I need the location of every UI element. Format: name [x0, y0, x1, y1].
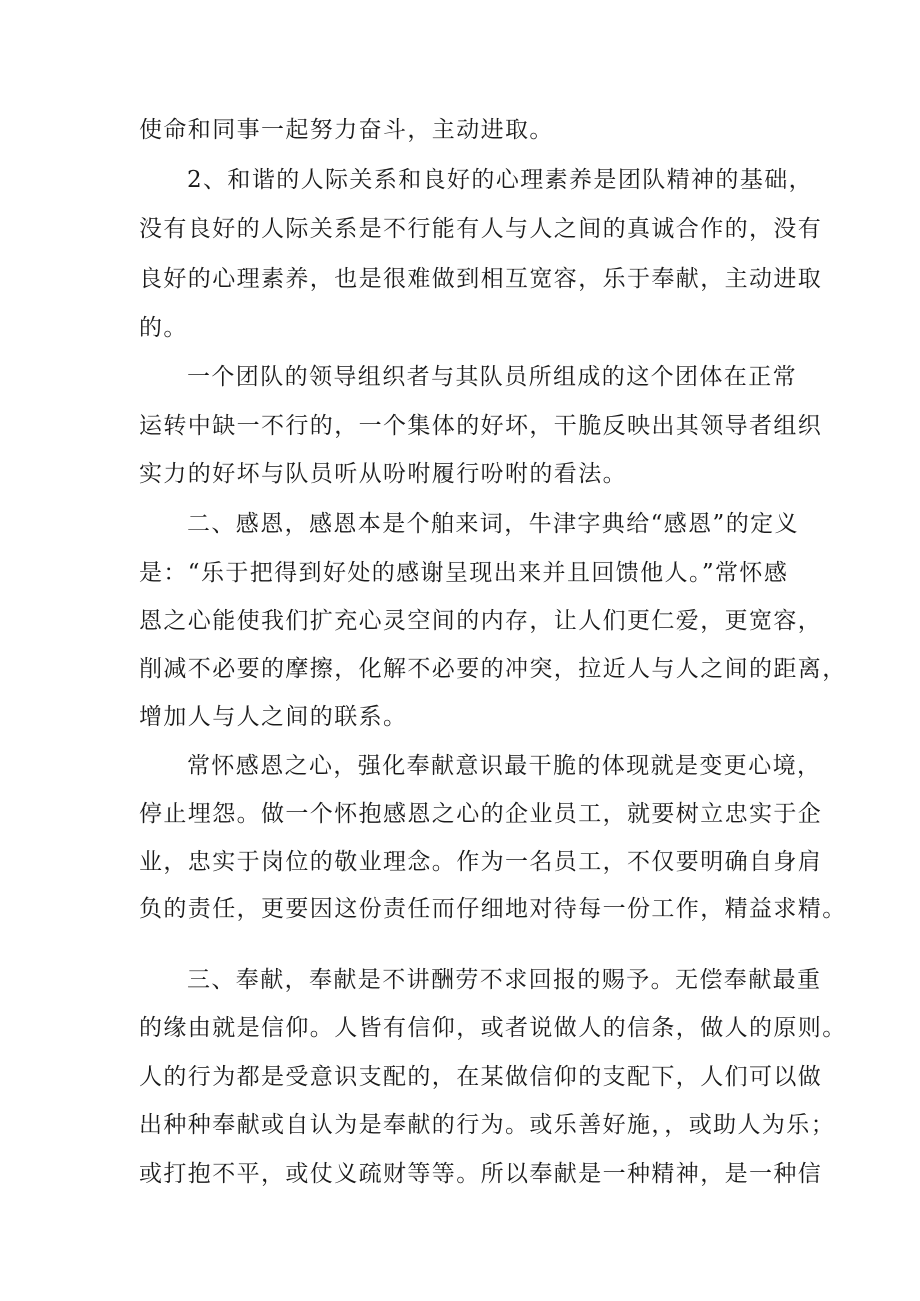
text-line: 的。	[139, 315, 188, 341]
text-line: 2、和谐的人际关系和良好的心理素养是团队精神的基础，	[187, 167, 814, 193]
text-line: 或打抱不平，或仗义疏财等等。所以奉献是一种精神，是一种信	[139, 1161, 823, 1187]
text-line: 增加人与人之间的联系。	[139, 704, 408, 730]
text-line: 的缘由就是信仰。人皆有信仰，或者说做人的信条，做人的原则。	[139, 1015, 847, 1041]
text-line: 恩之心能使我们扩充心灵空间的内存，让人们更仁爱，更宽容，	[139, 608, 823, 634]
text-line: 常怀感恩之心，强化奉献意识最干脆的体现就是变更心境，	[187, 753, 822, 779]
text-line: 削减不必要的摩擦，化解不必要的冲突，拉近人与人之间的距离，	[139, 656, 847, 682]
text-line: 人的行为都是受意识支配的，在某做信仰的支配下，人们可以做	[139, 1064, 823, 1090]
text-line: 三、奉献，奉献是不讲酬劳不求回报的赐予。无偿奉献最重	[187, 967, 822, 993]
text-line: 使命和同事一起努力奋斗，主动进取。	[139, 117, 554, 143]
text-line: 没有良好的人际关系是不行能有人与人之间的真诚合作的，没有	[139, 216, 823, 242]
text-line: 停止埋怨。做一个怀抱感恩之心的企业员工，就要树立忠实于企	[139, 801, 823, 827]
text-line: 实力的好坏与队员听从吩咐履行吩咐的看法。	[139, 461, 627, 487]
text-line: 良好的心理素养，也是很难做到相互宽容，乐于奉献，主动进取	[139, 266, 823, 292]
text-line: 业，忠实于岗位的敬业理念。作为一名员工，不仅要明确自身肩	[139, 849, 823, 875]
text-line: 负的责任，更要因这份责任而仔细地对待每一份工作，精益求精。	[139, 896, 847, 922]
text-line: 一个团队的领导组织者与其队员所组成的这个团体在正常	[187, 364, 797, 390]
text-line: 运转中缺一不行的，一个集体的好坏，干脆反映出其领导者组织	[139, 413, 823, 439]
text-line: 二、感恩，感恩本是个舶来词，牛津字典给“感恩”的定义	[187, 511, 799, 537]
text-line: 是：“乐于把得到好处的感谢呈现出来并且回馈他人。”常怀感	[139, 560, 789, 586]
text-line: 出种种奉献或自认为是奉献的行为。或乐善好施，，或助人为乐；	[139, 1112, 836, 1138]
